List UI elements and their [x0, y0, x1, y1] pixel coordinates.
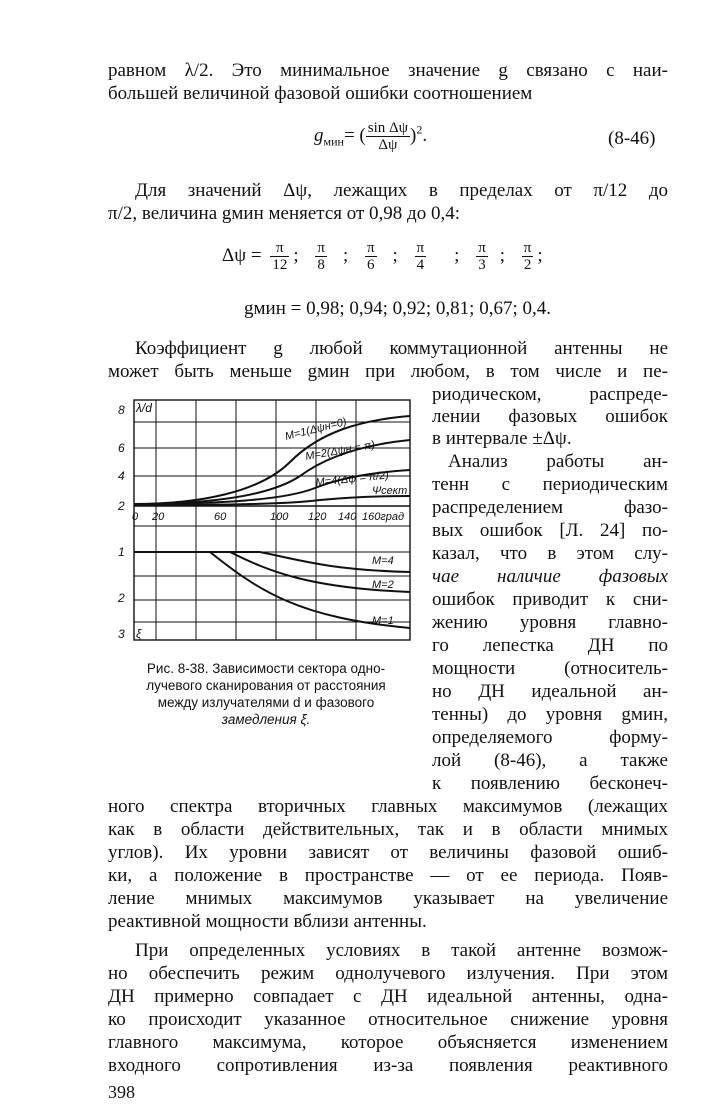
text-line: реактивной мощности вблизи антенны. — [108, 911, 427, 932]
x-tick-label: 160град — [362, 511, 405, 523]
text-line: Коэффициент g любой коммутационной антенны не — [135, 338, 668, 359]
curve-label-m1: M=1(Δψн=0) — [283, 416, 348, 443]
y-axis-top-label: λ/d — [136, 401, 152, 415]
text-line: входного сопротивления из-за появления реактивного — [108, 1055, 668, 1076]
curve-label-lower: M=4 — [372, 555, 394, 567]
text-line: но ДН идеальной ан- — [432, 681, 668, 702]
text-line: но обеспечить режим однолучевого излучения. При этом — [108, 963, 668, 984]
x-tick-label: 140 — [338, 511, 357, 523]
tick-label: 1 — [118, 545, 125, 559]
text-line: ки, а положение в пространстве — от ее периода. Появ- — [108, 865, 668, 886]
caption-line: Рис. 8-38. Зависимости сектора одно- — [146, 661, 386, 676]
text-line: го лепестка ДН по — [432, 635, 668, 656]
text-line: казал, что в этом слу- — [432, 543, 668, 564]
curve-lower-m2 — [134, 552, 410, 592]
tick-label: 3 — [118, 627, 125, 641]
text-line: ного спектра вторичных главных максимумов (лежащих — [108, 796, 668, 817]
tick-label: 8 — [118, 403, 125, 417]
text-line: ошибок приводит к сни- — [432, 589, 668, 610]
equation-number: (8-46) — [608, 128, 656, 149]
text-line: Анализ работы ан- — [448, 451, 668, 472]
curve-label-m4: M=4(Δψ = π/2) — [315, 469, 390, 489]
x-tick-label: 100 — [270, 511, 289, 523]
tick-label: 2 — [118, 591, 125, 605]
text-line: главного максимума, которое объясняется изменением — [108, 1032, 668, 1053]
x-tick-label: 120 — [308, 511, 327, 523]
text-line: углов). Их уровни зависят от величины фазовой ошиб- — [108, 842, 668, 863]
curve-label-m2: M=2(Δψн = π) — [304, 438, 376, 463]
page-number: 398 — [108, 1082, 135, 1102]
y-axis-bottom-label: ξ — [136, 627, 142, 641]
text-line: в интервале ±Δψ. — [432, 428, 572, 449]
text-line: жению уровня главно- — [432, 612, 668, 633]
figure-plot — [110, 392, 412, 646]
text-line: При определенных условиях в такой антенне возмож- — [135, 940, 668, 961]
tick-label: 6 — [118, 441, 125, 455]
text-line: может быть меньше gмин при любом, в том числе и пе- — [108, 361, 668, 382]
caption-line: замедления ξ. — [221, 712, 311, 727]
x-tick-label: 0 — [132, 511, 139, 523]
figure-8-38 — [110, 392, 412, 646]
text-line: как в области действительных, так и в области мнимых — [108, 819, 668, 840]
caption-line: лучевого сканирования от расстояния — [146, 678, 386, 693]
tick-label: 4 — [118, 469, 125, 483]
text-line: тенны) до уровня gмин, — [432, 704, 668, 725]
figure-caption — [108, 660, 424, 728]
text-line: распределением фазо- — [432, 497, 668, 518]
text-line: ление мнимых максимумов указывает на увеличение — [108, 888, 668, 909]
text-line: большей величиной фазовой ошибки соотношением — [108, 83, 533, 104]
curve-label-theta: Ψсект — [372, 485, 408, 497]
x-tick-label: 20 — [152, 511, 165, 523]
text-line: ко происходит указанное относительное снижение уровня — [108, 1009, 668, 1030]
curve-label-lower: M=2 — [372, 579, 394, 591]
text-line: чае наличие фазовых — [432, 566, 668, 587]
equation-8-46: $g_{мин}=$ ( $\frac{\text{sin Δψ}}{\Delta\psi}$ )$^2$. — [314, 120, 428, 153]
text-line: определяемого форму- — [432, 727, 668, 748]
tick-label: 2 — [118, 499, 125, 513]
text-line: риодическом, распреде- — [432, 384, 668, 405]
curve-label-lower: M=1 — [372, 615, 394, 627]
text-line: к появлению бесконеч- — [432, 773, 668, 794]
text-line: π/2, величина gмин меняется от 0,98 до 0,4: — [108, 203, 461, 224]
text-line: вых ошибок [Л. 24] по- — [432, 520, 668, 541]
curve-lower-m4 — [134, 552, 410, 572]
text-line: лой (8-46), а также — [432, 750, 668, 771]
x-tick-label: 60 — [214, 511, 227, 523]
delta-psi-row: Δψ = $\frac{\pi}{12}$ ; $\frac{\pi}{8}$ ; $\frac{\pi}{6}$ ; $\frac{\pi}{4}$ ; $\frac{\pi}{3}$ ; $\frac{\pi}{2}$ ; — [222, 240, 543, 273]
text-line: мощности (относитель- — [432, 658, 668, 679]
text-line: равном λ/2. Это минимальное значение g связано с наи- — [108, 60, 668, 81]
text-line: Для значений Δψ, лежащих в пределах от π/12 до — [135, 180, 668, 201]
caption-line: между излучателями d и фазового — [157, 695, 375, 710]
text-line: тенн с периодическим — [432, 474, 668, 495]
text-line: лении фазовых ошибок — [432, 406, 668, 427]
gmin-row: gмин = 0,98; 0,94; 0,92; 0,81; 0,67; 0,4. — [244, 298, 551, 319]
text-line: ДН примерно совпадает с ДН идеальной антенны, одна- — [108, 986, 668, 1007]
curve-m1 — [134, 416, 410, 504]
